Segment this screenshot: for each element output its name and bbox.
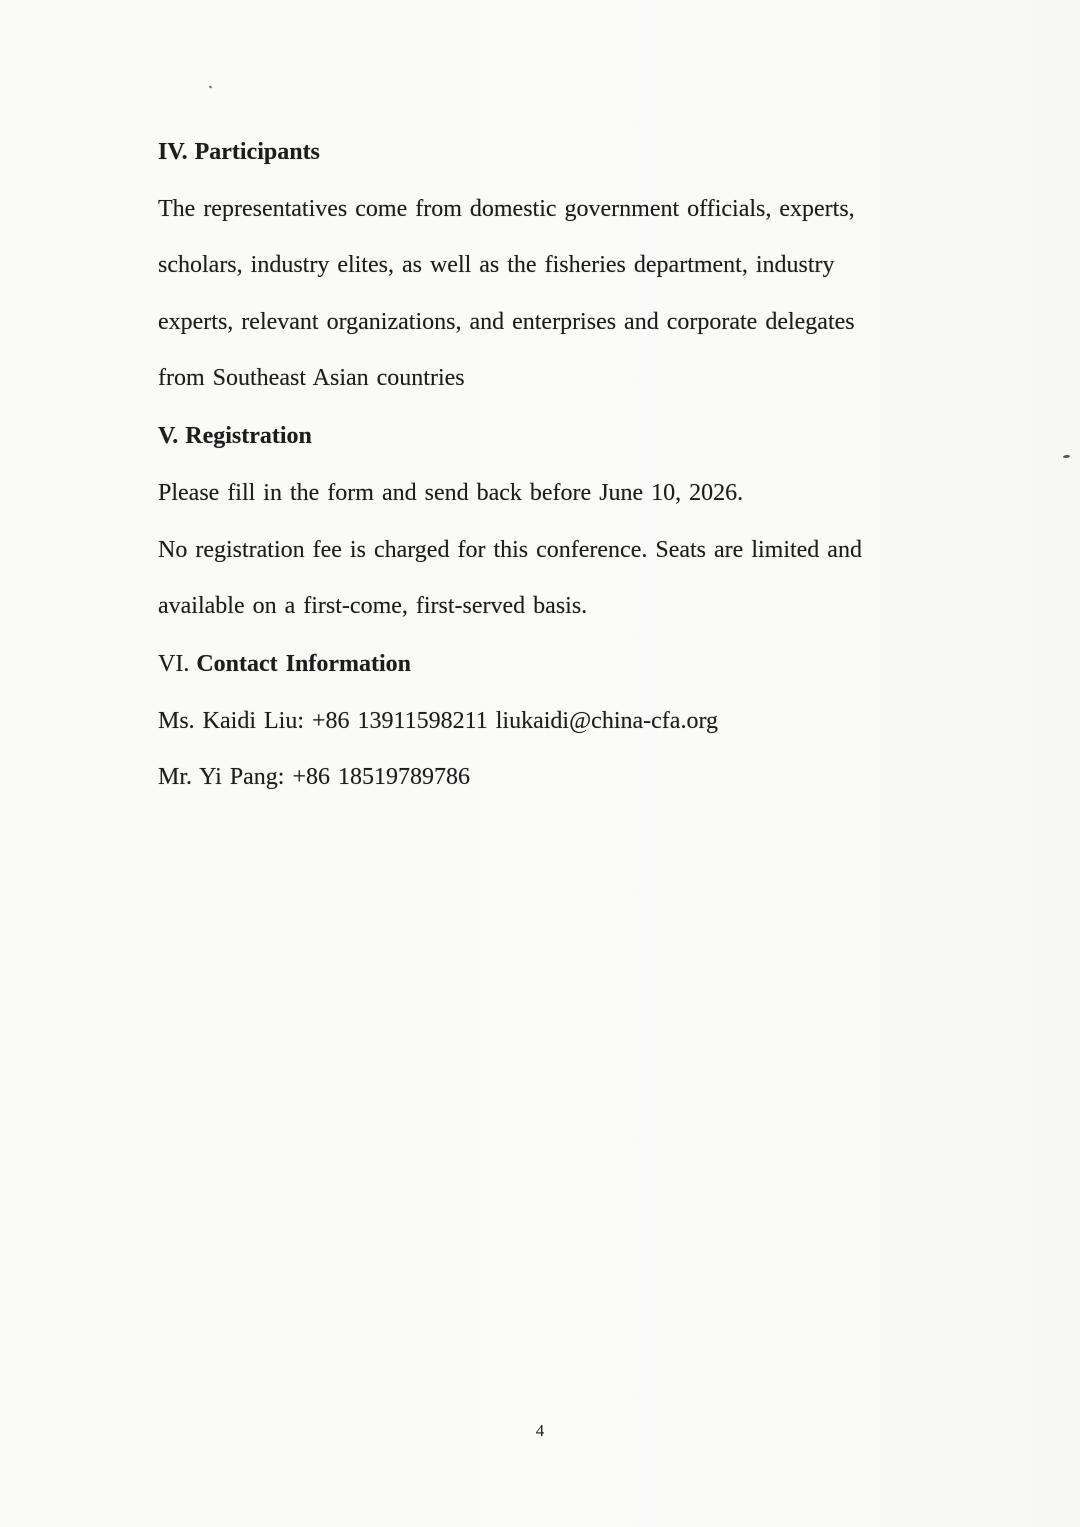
body-line: The representatives come from domestic government officials, experts, (158, 196, 855, 222)
body-line: from Southeast Asian countries (158, 365, 465, 391)
body-line: experts, relevant organizations, and enterprises and corporate delegates (158, 309, 855, 335)
section-heading-participants (158, 137, 320, 167)
section-numeral: V. (158, 423, 179, 449)
section-numeral: IV. (158, 139, 188, 165)
section-title: Contact Information (196, 651, 411, 677)
section-title: Participants (194, 139, 320, 165)
contact-line-kaidi-liu: Ms. Kaidi Liu: +86 13911598211 liukaidi@china-cfa.org (158, 708, 718, 734)
body-line: scholars, industry elites, as well as the fisheries department, industry (158, 252, 835, 278)
page-number: 4 (535, 1421, 545, 1440)
body-line: Please fill in the form and send back before June 10, 2026. (158, 480, 744, 506)
body-line: No registration fee is charged for this conference. Seats are limited and (158, 537, 862, 563)
section-heading-contact-information (158, 649, 411, 679)
contact-line-yi-pang: Mr. Yi Pang: +86 18519789786 (158, 764, 470, 790)
scan-speck-top (209, 85, 213, 88)
body-line: available on a first-come, first-served basis. (158, 593, 588, 619)
scan-speck-right-edge (1063, 455, 1070, 459)
section-title: Registration (185, 423, 312, 449)
section-heading-registration (158, 421, 312, 451)
section-numeral: VI. (158, 651, 190, 677)
